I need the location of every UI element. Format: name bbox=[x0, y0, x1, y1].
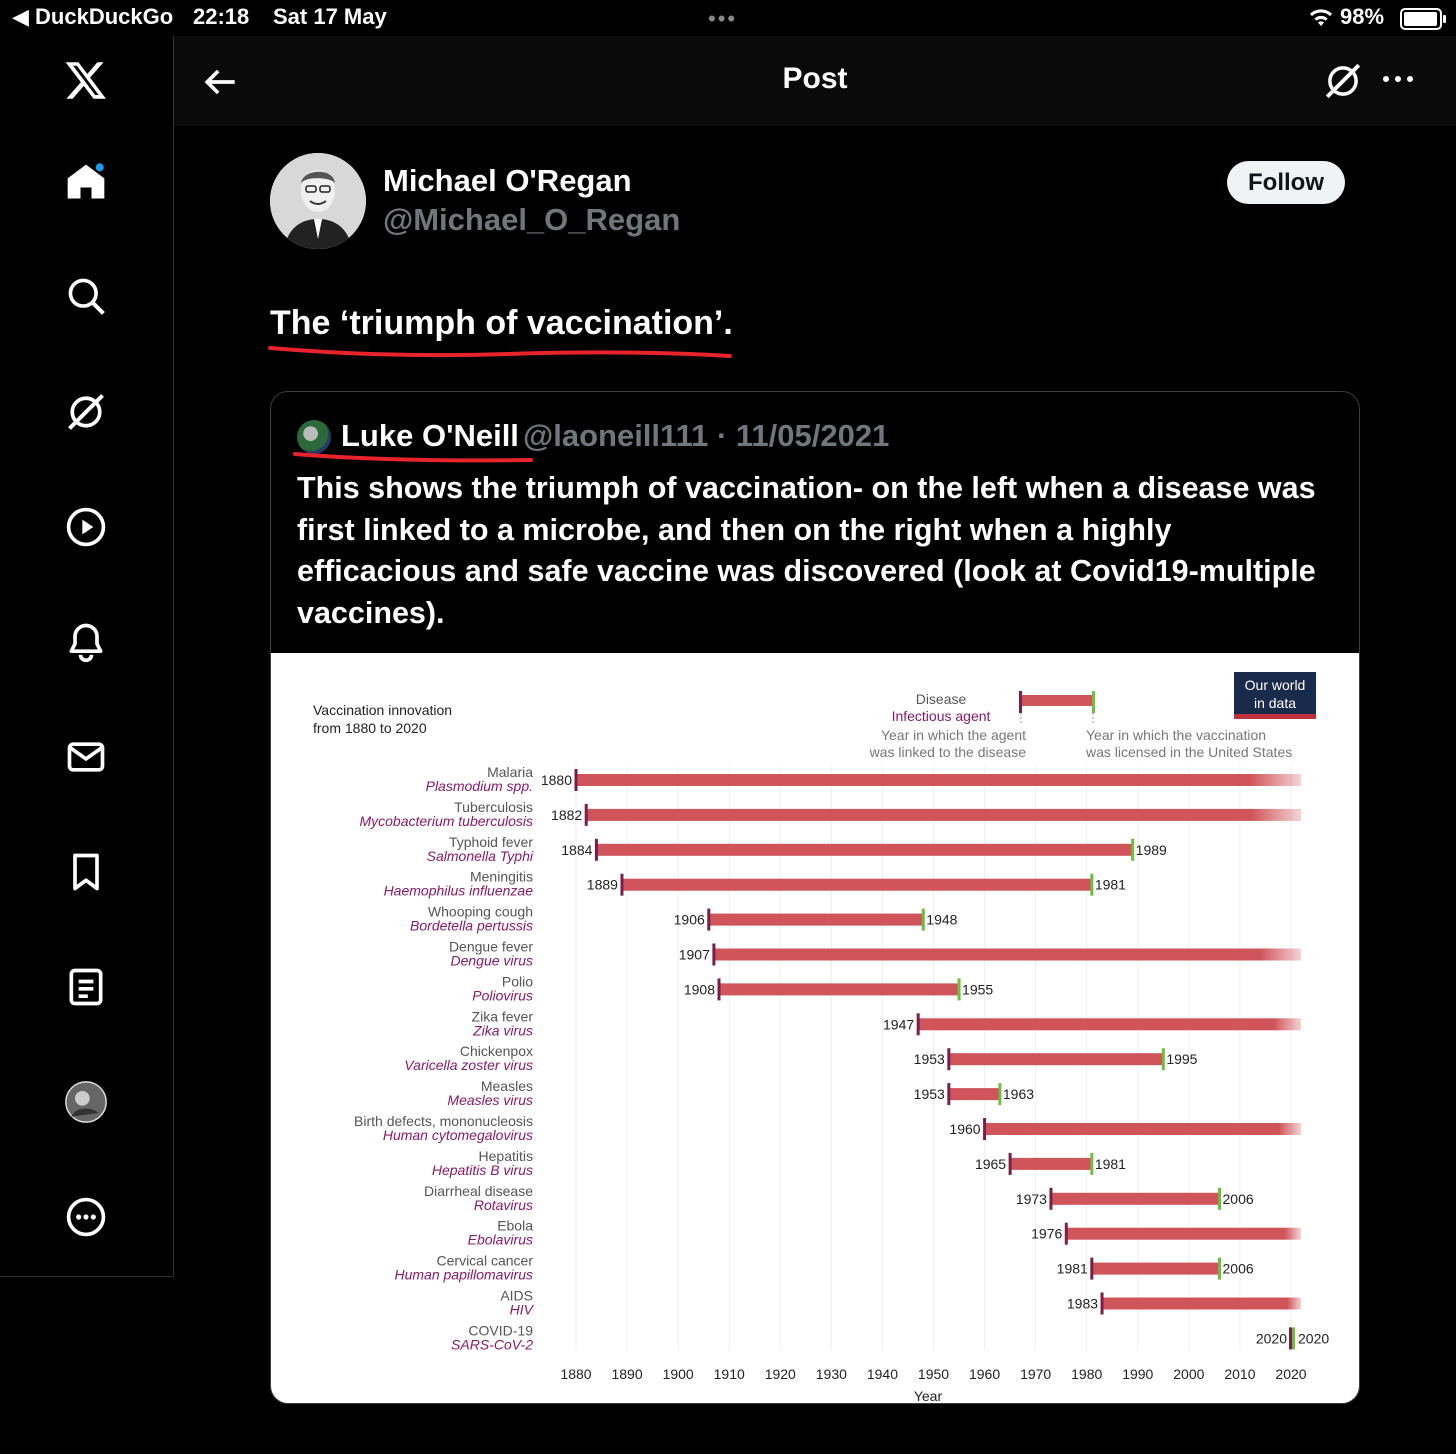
start-year-label: 1889 bbox=[586, 876, 618, 893]
chart-row bbox=[449, 939, 1301, 969]
legend-right-note-1: Year in which the vaccination bbox=[1086, 727, 1267, 743]
end-tick bbox=[1162, 1048, 1165, 1070]
start-tick bbox=[707, 909, 710, 931]
start-year-label: 1965 bbox=[974, 1155, 1007, 1172]
start-year-label: 1981 bbox=[1056, 1260, 1088, 1277]
start-tick bbox=[983, 1118, 986, 1140]
owid-logo-accent bbox=[1234, 714, 1316, 719]
status-bar bbox=[0, 0, 1456, 36]
agent-label: Salmonella Typhi bbox=[426, 847, 533, 864]
x-tick-label: 1940 bbox=[866, 1366, 899, 1382]
end-year-label: 1955 bbox=[962, 981, 994, 998]
battery-icon bbox=[1400, 8, 1442, 30]
start-year-label: 2020 bbox=[1255, 1330, 1287, 1347]
agent-label: SARS-CoV-2 bbox=[451, 1336, 533, 1353]
start-year-label: 1953 bbox=[913, 1086, 945, 1103]
interval-bar bbox=[1066, 1228, 1301, 1240]
start-year-label: 1882 bbox=[551, 806, 583, 823]
end-tick bbox=[1131, 839, 1134, 861]
chart-row bbox=[447, 1078, 1034, 1108]
interval-bar bbox=[1010, 1158, 1092, 1170]
chart-row bbox=[424, 1183, 1254, 1213]
owid-logo-line2: in data bbox=[1253, 695, 1297, 711]
legend-right-note-2: was licensed in the United States bbox=[1086, 744, 1293, 760]
more-icon[interactable] bbox=[58, 1189, 114, 1245]
start-tick bbox=[1101, 1293, 1104, 1315]
x-tick-label: 2010 bbox=[1224, 1366, 1256, 1382]
interval-bar bbox=[622, 879, 1092, 891]
agent-label: Haemophilus influenzae bbox=[383, 882, 533, 899]
start-tick bbox=[947, 1048, 950, 1070]
interval-bar bbox=[918, 1018, 1301, 1030]
agent-label: Poliovirus bbox=[472, 987, 533, 1004]
x-tick-label: 2000 bbox=[1173, 1366, 1205, 1382]
owid-logo-line1: Our world bbox=[1244, 677, 1306, 693]
chart-row bbox=[500, 1288, 1301, 1318]
end-tick bbox=[922, 909, 925, 931]
disease-label: Malaria bbox=[487, 764, 533, 780]
back-to-app-link[interactable]: ◀ DuckDuckGo bbox=[12, 4, 174, 29]
legend-bar bbox=[1021, 695, 1093, 706]
x-tick-label: 1880 bbox=[560, 1366, 592, 1382]
start-tick bbox=[620, 874, 623, 896]
x-tick-label: 1950 bbox=[917, 1366, 950, 1382]
quoted-author-meta[interactable]: @laoneill111 · 11/05/2021 bbox=[523, 418, 890, 453]
chart-row bbox=[359, 799, 1301, 829]
disease-label: Typhoid fever bbox=[448, 833, 533, 850]
x-tick-label: 1930 bbox=[815, 1366, 847, 1382]
quoted-author-name[interactable]: Luke O'Neill bbox=[341, 418, 519, 453]
disease-label: Ebola bbox=[497, 1217, 533, 1234]
chart-row bbox=[432, 1148, 1126, 1178]
author-handle[interactable]: @Michael_O_Regan bbox=[383, 202, 681, 237]
chart-row bbox=[472, 973, 993, 1003]
chart-title-group bbox=[313, 702, 452, 736]
agent-label: Hepatitis B virus bbox=[431, 1161, 533, 1178]
interval-bar bbox=[576, 774, 1301, 786]
agent-label: Human cytomegalovirus bbox=[382, 1127, 533, 1143]
legend-end-tick bbox=[1092, 691, 1095, 713]
agent-label: Human papillomavirus bbox=[394, 1266, 533, 1283]
start-tick bbox=[1289, 1327, 1292, 1349]
start-tick bbox=[917, 1013, 920, 1035]
post-header bbox=[174, 36, 1456, 126]
x-logo[interactable] bbox=[58, 52, 114, 108]
disease-label: Zika fever bbox=[471, 1008, 533, 1025]
messages-icon[interactable] bbox=[58, 729, 114, 785]
end-year-label: 1981 bbox=[1094, 876, 1126, 893]
home-icon[interactable] bbox=[58, 154, 114, 210]
chart-row bbox=[354, 1113, 1301, 1143]
agent-label: Measles virus bbox=[447, 1092, 533, 1109]
end-year-label: 1948 bbox=[926, 911, 958, 928]
interval-bar bbox=[709, 914, 924, 926]
end-tick bbox=[1218, 1188, 1221, 1210]
end-tick bbox=[1292, 1327, 1295, 1349]
x-tick-label: 1920 bbox=[764, 1366, 796, 1382]
chart-row bbox=[394, 1253, 1253, 1283]
x-tick-label: 1980 bbox=[1071, 1366, 1103, 1382]
agent-label: Rotavirus bbox=[473, 1196, 533, 1213]
start-year-label: 1983 bbox=[1066, 1295, 1099, 1312]
x-tick-label: 1900 bbox=[662, 1366, 694, 1382]
end-tick bbox=[998, 1083, 1001, 1105]
chart-row bbox=[427, 834, 1167, 864]
agent-label: Plasmodium spp. bbox=[425, 778, 533, 794]
end-year-label: 1981 bbox=[1094, 1155, 1126, 1172]
x-tick-label: 2020 bbox=[1275, 1366, 1307, 1382]
wifi-icon bbox=[1308, 8, 1334, 28]
sidebar-divider bbox=[0, 1276, 173, 1277]
search-icon[interactable] bbox=[58, 268, 114, 324]
start-year-label: 1947 bbox=[883, 1016, 915, 1033]
disease-label: Hepatitis bbox=[478, 1147, 533, 1164]
grok-icon[interactable] bbox=[58, 384, 114, 440]
legend-disease: Disease bbox=[915, 691, 967, 707]
chart-row bbox=[468, 1218, 1301, 1248]
chart-rows bbox=[354, 764, 1329, 1352]
interval-bar bbox=[1102, 1298, 1301, 1310]
legend-left-note-2: was linked to the disease bbox=[869, 744, 1026, 760]
quoted-author-avatar[interactable] bbox=[297, 420, 331, 454]
chart-title: Vaccination innovation bbox=[313, 702, 453, 718]
disease-label: Measles bbox=[480, 1078, 533, 1095]
interval-bar bbox=[586, 809, 1301, 821]
disease-label: Tuberculosis bbox=[454, 798, 533, 815]
start-tick bbox=[1065, 1223, 1068, 1245]
agent-label: Ebolavirus bbox=[467, 1231, 533, 1248]
interval-bar bbox=[949, 1053, 1164, 1065]
x-tick-label: 1960 bbox=[968, 1366, 1001, 1382]
x-tick-label: 1970 bbox=[1020, 1366, 1052, 1382]
agent-label: Mycobacterium tuberculosis bbox=[359, 812, 533, 829]
start-year-label: 1976 bbox=[1031, 1225, 1063, 1242]
agent-label: Zika virus bbox=[473, 1022, 533, 1039]
chart-legend bbox=[869, 691, 1293, 760]
start-tick bbox=[595, 839, 598, 861]
x-tick-label: 1890 bbox=[611, 1366, 643, 1382]
legend-start-tick bbox=[1019, 691, 1022, 713]
agent-label: HIV bbox=[509, 1301, 533, 1318]
start-year-label: 1907 bbox=[678, 946, 710, 963]
legend-left-note-1: Year in which the agent bbox=[880, 727, 1026, 743]
start-tick bbox=[712, 944, 715, 966]
author-avatar[interactable] bbox=[270, 153, 366, 249]
quoted-post[interactable] bbox=[270, 391, 1360, 1404]
chart-row bbox=[404, 1043, 1197, 1073]
start-year-label: 1884 bbox=[561, 841, 593, 858]
lists-icon[interactable] bbox=[58, 959, 114, 1015]
chart-row bbox=[410, 904, 958, 934]
interval-bar bbox=[949, 1088, 1000, 1100]
chart-x-axis bbox=[560, 1366, 1306, 1382]
start-tick bbox=[575, 769, 578, 791]
disease-label: Cervical cancer bbox=[436, 1252, 533, 1269]
disease-label: Diarrheal disease bbox=[424, 1182, 533, 1199]
end-tick bbox=[1218, 1258, 1221, 1280]
chart-image[interactable] bbox=[271, 653, 1359, 1403]
end-tick bbox=[1090, 1153, 1093, 1175]
chart-row bbox=[384, 869, 1127, 899]
start-year-label: 1973 bbox=[1015, 1190, 1047, 1207]
start-tick bbox=[1009, 1153, 1012, 1175]
disease-label: AIDS bbox=[500, 1287, 533, 1304]
status-time: 22:18 bbox=[193, 4, 250, 29]
x-tick-label: 1990 bbox=[1122, 1366, 1154, 1382]
start-year-label: 1953 bbox=[913, 1051, 945, 1068]
page-title: Post bbox=[782, 62, 848, 95]
post-text: The ‘triumph of vaccination’. bbox=[270, 304, 733, 342]
interval-bar bbox=[1051, 1193, 1220, 1205]
agent-label: Bordetella pertussis bbox=[410, 917, 533, 934]
start-year-label: 1908 bbox=[683, 981, 715, 998]
disease-label: Birth defects, mononucleosis bbox=[354, 1113, 533, 1129]
end-year-label: 1989 bbox=[1135, 841, 1167, 858]
start-year-label: 1906 bbox=[673, 911, 705, 928]
interval-bar bbox=[596, 844, 1132, 856]
end-year-label: 2006 bbox=[1222, 1260, 1254, 1277]
end-tick bbox=[1090, 874, 1093, 896]
sidebar-nav bbox=[0, 36, 174, 1276]
x-axis-label: Year bbox=[913, 1388, 943, 1403]
interval-bar bbox=[719, 983, 959, 995]
red-underline-annotation bbox=[293, 450, 533, 466]
disease-label: Polio bbox=[501, 973, 533, 990]
vaccination-chart bbox=[271, 653, 1359, 1403]
start-year-label: 1960 bbox=[949, 1121, 981, 1137]
profile-avatar[interactable] bbox=[58, 1074, 114, 1130]
status-date: Sat 17 May bbox=[273, 4, 387, 29]
disease-label: COVID-19 bbox=[468, 1322, 533, 1339]
chart-subtitle: from 1880 to 2020 bbox=[313, 720, 427, 736]
start-year-label: 1880 bbox=[540, 772, 572, 788]
chart-row bbox=[472, 1008, 1301, 1038]
multitasking-dots[interactable]: ••• bbox=[708, 6, 738, 31]
interval-bar bbox=[714, 949, 1301, 961]
chart-row bbox=[451, 1322, 1329, 1352]
disease-label: Chickenpox bbox=[459, 1043, 533, 1060]
x-tick-label: 1910 bbox=[713, 1366, 745, 1382]
author-name[interactable]: Michael O'Regan bbox=[383, 163, 632, 198]
end-year-label: 2006 bbox=[1222, 1190, 1254, 1207]
disease-label: Whooping cough bbox=[427, 903, 533, 920]
disease-label: Dengue fever bbox=[448, 938, 533, 955]
end-year-label: 1963 bbox=[1002, 1086, 1035, 1103]
start-tick bbox=[1090, 1258, 1093, 1280]
end-tick bbox=[958, 978, 961, 1000]
legend-agent: Infectious agent bbox=[891, 708, 991, 724]
start-tick bbox=[947, 1083, 950, 1105]
notifications-icon[interactable] bbox=[58, 614, 114, 670]
grok-icon[interactable] bbox=[1322, 60, 1364, 102]
quoted-post-text: This shows the triumph of vaccination- on the left when a disease was first linked to a microbe, and then on the right when a highly efficacious and safe vaccine was discovered (look at Covid19-multiple vaccines). bbox=[297, 471, 1316, 630]
disease-label: Meningitis bbox=[469, 868, 533, 885]
agent-label: Varicella zoster virus bbox=[404, 1057, 533, 1074]
start-tick bbox=[585, 804, 588, 826]
video-icon[interactable] bbox=[58, 499, 114, 555]
battery-percent: 98% bbox=[1340, 4, 1385, 29]
interval-bar bbox=[1092, 1263, 1220, 1275]
red-underline-annotation bbox=[268, 342, 734, 362]
agent-label: Dengue virus bbox=[450, 952, 533, 969]
end-year-label: 1995 bbox=[1166, 1051, 1198, 1068]
more-options-icon[interactable] bbox=[1378, 64, 1418, 94]
start-tick bbox=[718, 978, 721, 1000]
interval-bar bbox=[985, 1123, 1301, 1135]
chart-row bbox=[426, 764, 1301, 794]
follow-button[interactable]: Follow bbox=[1227, 161, 1345, 204]
owid-logo bbox=[1234, 672, 1316, 719]
bookmarks-icon[interactable] bbox=[58, 844, 114, 900]
start-tick bbox=[1049, 1188, 1052, 1210]
end-year-label: 2020 bbox=[1298, 1330, 1330, 1347]
